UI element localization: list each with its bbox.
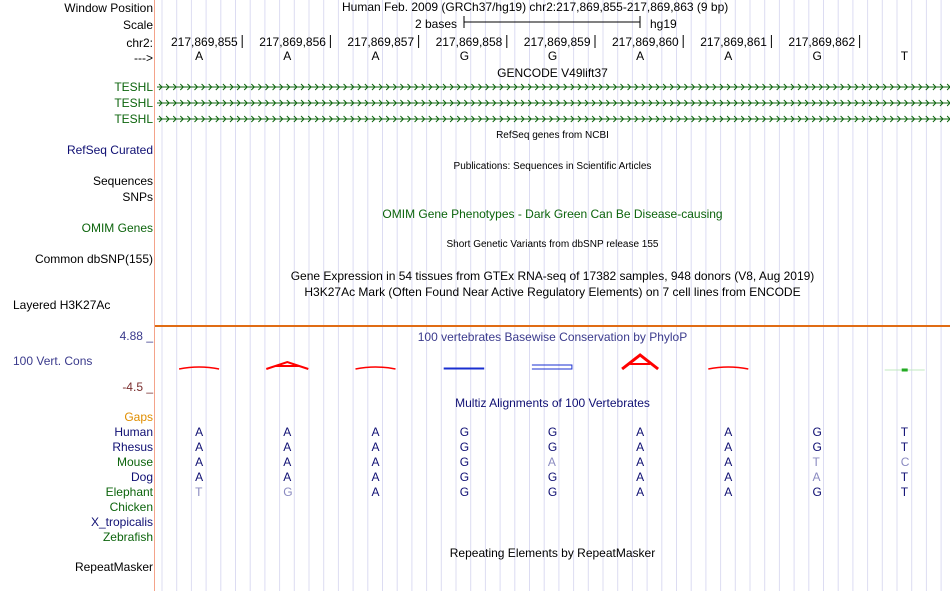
ruler-position-label: 217,869,857 [347,35,415,49]
track-label-sequences[interactable]: Sequences [92,174,153,188]
scale-bar-text: 2 bases [415,17,458,31]
track-label-refseq-curated[interactable]: RefSeq Curated [66,143,153,157]
alignment-base: A [283,455,292,469]
track-title-gtex[interactable]: Gene Expression in 54 tissues from GTEx RNA-seq of 17382 samples, 948 donors (V8, Aug 2019) [290,269,815,283]
alignment-base: A [371,425,380,439]
alignment-base: G [283,485,293,499]
reference-base: A [636,49,645,63]
alignment-base: A [724,485,733,499]
track-label-omim-genes[interactable]: OMIM Genes [81,221,153,235]
reference-base: A [195,49,204,63]
alignment-base: A [195,440,204,454]
track-title-dbsnp[interactable]: Short Genetic Variants from dbSNP release 155 [446,239,659,250]
track-title-refseq[interactable]: RefSeq genes from NCBI [496,130,609,141]
track-title-multiz[interactable]: Multiz Alignments of 100 Vertebrates [455,396,650,410]
alignment-base: T [900,485,909,499]
track-label-layered-h3k27ac[interactable]: Layered H3K27Ac [13,298,111,312]
phylop-letter-a [356,367,396,369]
track-label-snps[interactable]: SNPs [122,190,153,204]
reference-base: A [371,49,380,63]
alignment-base: T [900,425,909,439]
phylop-letter-a [622,355,658,369]
alignment-base: A [195,425,204,439]
species-label-chicken[interactable]: Chicken [109,500,153,514]
alignment-base: A [636,440,645,454]
alignment-base: A [636,470,645,484]
alignment-base: G [459,425,470,439]
alignment-base: A [283,425,292,439]
alignment-base: A [195,470,204,484]
track-label-teshl-3[interactable]: TESHL [114,112,153,126]
phylop-letter-a [708,367,748,369]
reference-base: A [283,49,292,63]
phylop-letter-a [179,367,219,369]
scale-label: Scale [122,18,153,32]
alignment-base: A [724,470,733,484]
track-label-gaps[interactable]: Gaps [124,410,153,424]
alignment-base: T [195,485,203,499]
alignment-base: G [812,485,822,499]
ruler-position-label: 217,869,862 [788,35,856,49]
species-label-mouse[interactable]: Mouse [116,455,153,469]
alignment-base: A [371,485,380,499]
phylop-letter-g [532,365,572,369]
assembly-label: hg19 [650,17,677,31]
ruler-position-label: 217,869,861 [700,35,767,49]
alignment-base: A [371,470,380,484]
alignment-base: A [283,470,292,484]
phylop-scale-low: -4.5 _ [122,380,153,394]
track-label-common-dbsnp[interactable]: Common dbSNP(155) [34,252,153,266]
reference-base: G [547,49,558,63]
alignment-base: G [547,470,558,484]
track-label-teshl-1[interactable]: TESHL [114,80,153,94]
track-label-teshl-2[interactable]: TESHL [114,96,153,110]
alignment-base: A [636,425,645,439]
alignment-base: G [547,485,558,499]
alignment-base: A [724,455,733,469]
alignment-base: G [459,485,470,499]
phylop-scale-high: 4.88 _ [119,329,153,343]
reference-base: G [459,49,470,63]
alignment-base: T [812,455,820,469]
alignment-base: A [371,455,380,469]
ruler-position-label: 217,869,855 [171,35,238,49]
alignment-base: C [900,455,910,469]
alignment-base: A [724,440,733,454]
species-label-x_tropicalis[interactable]: X_tropicalis [90,515,153,529]
track-title-phylop[interactable]: 100 vertebrates Basewise Conservation by PhyloP [417,330,688,344]
ruler-position-label: 217,869,860 [612,35,679,49]
reference-base: G [812,49,822,63]
alignment-base: A [195,455,204,469]
track-title-gencode[interactable]: GENCODE V49lift37 [497,66,608,80]
reference-base: T [900,49,909,63]
strand-label: ---> [134,51,153,65]
species-label-zebrafish[interactable]: Zebrafish [102,530,153,544]
phylop-letter-g [444,368,484,369]
species-label-human[interactable]: Human [114,425,153,439]
species-label-dog[interactable]: Dog [130,470,153,484]
reference-base: A [724,49,733,63]
alignment-base: A [636,485,645,499]
track-label-100-vert-cons[interactable]: 100 Vert. Cons [13,354,93,368]
alignment-base: A [371,440,380,454]
track-title-omim[interactable]: OMIM Gene Phenotypes - Dark Green Can Be Disease-causing [382,207,723,221]
track-title-publications[interactable]: Publications: Sequences in Scientific Articles [453,161,652,172]
species-label-rhesus[interactable]: Rhesus [112,440,153,454]
alignment-base: A [724,425,733,439]
species-label-elephant[interactable]: Elephant [105,485,153,499]
chromosome-label: chr2: [126,36,153,50]
track-title-repeatmasker[interactable]: Repeating Elements by RepeatMasker [449,546,656,560]
alignment-base: A [283,440,292,454]
ruler-position-label: 217,869,858 [435,35,503,49]
alignment-base: A [547,455,556,469]
track-label-repeatmasker[interactable]: RepeatMasker [74,560,153,574]
alignment-base: G [459,470,470,484]
alignment-base: A [636,455,645,469]
ruler-position-label: 217,869,859 [523,35,591,49]
position-title: Human Feb. 2009 (GRCh37/hg19) chr2:217,869,855-217,869,863 (9 bp) [342,0,729,14]
alignment-base: G [547,440,558,454]
alignment-base: G [812,425,822,439]
alignment-base: G [459,440,470,454]
alignment-base: A [812,470,821,484]
alignment-base: T [900,440,909,454]
track-title-h3k27ac[interactable]: H3K27Ac Mark (Often Found Near Active Regulatory Elements) on 7 cell lines from ENCODE [304,285,801,299]
ruler-position-label: 217,869,856 [259,35,326,49]
window-position-label: Window Position [64,1,153,15]
alignment-base: G [459,455,470,469]
alignment-base: T [900,470,909,484]
alignment-base: G [547,425,558,439]
alignment-base: G [812,440,822,454]
